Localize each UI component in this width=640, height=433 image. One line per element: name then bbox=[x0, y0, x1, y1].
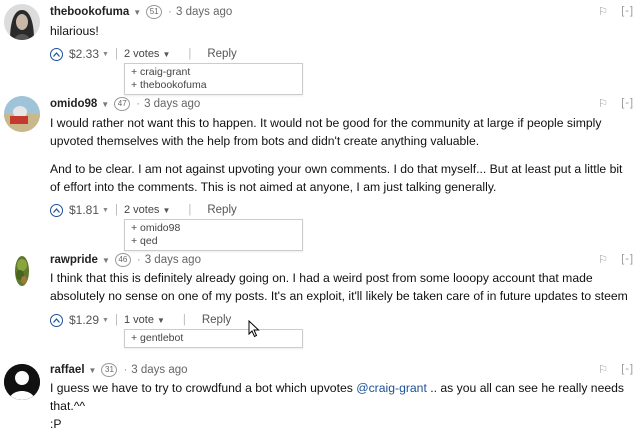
reputation-badge: 31 bbox=[101, 363, 117, 377]
author-name[interactable]: thebookofuma bbox=[50, 6, 130, 18]
avatar[interactable] bbox=[4, 253, 40, 289]
separator-dot: · bbox=[168, 6, 172, 18]
separator-dot: · bbox=[136, 254, 141, 266]
votes-dropdown[interactable]: 2 votes bbox=[123, 48, 160, 60]
voter-item[interactable]: + gentlebot bbox=[131, 332, 184, 344]
comment-paragraph bbox=[50, 379, 635, 415]
flag-icon[interactable]: ⚐ bbox=[598, 6, 608, 18]
collapse-button[interactable]: [-] bbox=[621, 5, 634, 17]
payout-value[interactable]: $2.33 bbox=[69, 47, 100, 61]
voters-list bbox=[124, 63, 303, 95]
voter-item[interactable]: + craig-grant bbox=[131, 66, 191, 78]
author-name[interactable]: omido98 bbox=[50, 98, 98, 110]
reputation-badge: 51 bbox=[146, 5, 162, 19]
comment-date[interactable]: 3 days ago bbox=[176, 6, 233, 18]
collapse-button[interactable]: [-] bbox=[621, 97, 634, 109]
user-mention-link[interactable]: @craig-grant bbox=[356, 381, 427, 395]
payout-value[interactable]: $1.29 bbox=[69, 313, 100, 327]
flag-icon[interactable]: ⚐ bbox=[598, 254, 608, 266]
divider: | bbox=[114, 48, 118, 60]
comment-body bbox=[50, 114, 635, 206]
comment-date[interactable]: 3 days ago bbox=[131, 364, 188, 376]
divider: | bbox=[114, 204, 118, 216]
upvote-icon[interactable] bbox=[50, 48, 63, 61]
chevron-down-icon[interactable]: ▼ bbox=[162, 205, 171, 215]
separator-dot: · bbox=[123, 364, 128, 376]
collapse-button[interactable]: [-] bbox=[621, 253, 634, 265]
comment-header bbox=[50, 362, 188, 378]
payout-value[interactable]: $1.81 bbox=[69, 203, 100, 217]
comment-date[interactable]: 3 days ago bbox=[144, 98, 201, 110]
mouse-cursor-icon bbox=[248, 320, 260, 338]
reputation-badge: 46 bbox=[115, 253, 131, 267]
comment-text: .. as you all can see he really needs that.^^ bbox=[50, 381, 625, 413]
chevron-down-icon[interactable]: ▼ bbox=[102, 316, 109, 324]
votes-dropdown[interactable]: 1 vote bbox=[123, 314, 154, 326]
author-name[interactable]: rawpride bbox=[50, 254, 98, 266]
reply-button[interactable]: Reply bbox=[207, 204, 237, 216]
comment-paragraph: I think that this is definitely already going on. I had a weird post from some looopy account that made absolutely no sense on one of my posts. It's an exploit, it'll likely be taken care of in future updates to steem bbox=[50, 271, 628, 303]
divider: | bbox=[182, 314, 186, 326]
chevron-down-icon[interactable]: ▼ bbox=[101, 99, 110, 109]
reply-button[interactable]: Reply bbox=[207, 48, 237, 60]
upvote-icon[interactable] bbox=[50, 204, 63, 217]
voter-item[interactable]: + thebookofuma bbox=[131, 79, 207, 91]
voter-item[interactable]: + omido98 bbox=[131, 222, 181, 234]
comment-paragraph: I would rather not want this to happen. It would not be good for the community at large if people simply upvoted themselves with the help from bots and didn't create anything valuable. bbox=[50, 116, 602, 148]
comment-footer bbox=[50, 45, 237, 63]
reputation-badge: 47 bbox=[114, 97, 130, 111]
flag-icon[interactable]: ⚐ bbox=[598, 364, 608, 376]
comment-paragraph: And to be clear. I am not against upvoting your own comments. I do that myself... But at least put a little bit of effort into the comments. This is not aimed at anyone, I am just talking generally. bbox=[50, 162, 623, 194]
chevron-down-icon[interactable]: ▼ bbox=[156, 315, 165, 325]
flag-icon[interactable]: ⚐ bbox=[598, 98, 608, 110]
divider: | bbox=[188, 48, 192, 60]
comment-footer bbox=[50, 311, 231, 329]
divider: | bbox=[188, 204, 192, 216]
divider: | bbox=[114, 314, 118, 326]
avatar[interactable] bbox=[4, 96, 40, 132]
votes-dropdown[interactable]: 2 votes bbox=[123, 204, 160, 216]
chevron-down-icon[interactable]: ▼ bbox=[133, 7, 142, 17]
reply-button[interactable]: Reply bbox=[201, 314, 232, 326]
upvote-icon[interactable] bbox=[50, 314, 63, 327]
comment-header bbox=[50, 96, 200, 112]
voter-item[interactable]: + qed bbox=[131, 235, 158, 247]
chevron-down-icon[interactable]: ▼ bbox=[102, 50, 109, 58]
comment-paragraph: :P bbox=[50, 417, 62, 431]
voters-list bbox=[124, 329, 303, 348]
voters-list bbox=[124, 219, 303, 251]
comment-body bbox=[50, 269, 635, 315]
comment-text: I guess we have to try to crowdfund a bot which upvotes bbox=[50, 381, 357, 395]
comment-date[interactable]: 3 days ago bbox=[144, 254, 201, 266]
avatar[interactable] bbox=[4, 364, 40, 400]
comment-body bbox=[50, 379, 635, 433]
comment-header bbox=[50, 4, 232, 20]
comment-footer bbox=[50, 201, 237, 219]
collapse-button[interactable]: [-] bbox=[621, 363, 634, 375]
chevron-down-icon[interactable]: ▼ bbox=[101, 255, 110, 265]
avatar[interactable] bbox=[4, 4, 40, 40]
separator-dot: · bbox=[136, 98, 141, 110]
comment-paragraph: hilarious! bbox=[50, 24, 99, 38]
chevron-down-icon[interactable]: ▼ bbox=[102, 206, 109, 214]
chevron-down-icon[interactable]: ▼ bbox=[88, 365, 97, 375]
comment-header bbox=[50, 252, 201, 268]
chevron-down-icon[interactable]: ▼ bbox=[162, 49, 171, 59]
author-name[interactable]: raffael bbox=[50, 364, 85, 376]
